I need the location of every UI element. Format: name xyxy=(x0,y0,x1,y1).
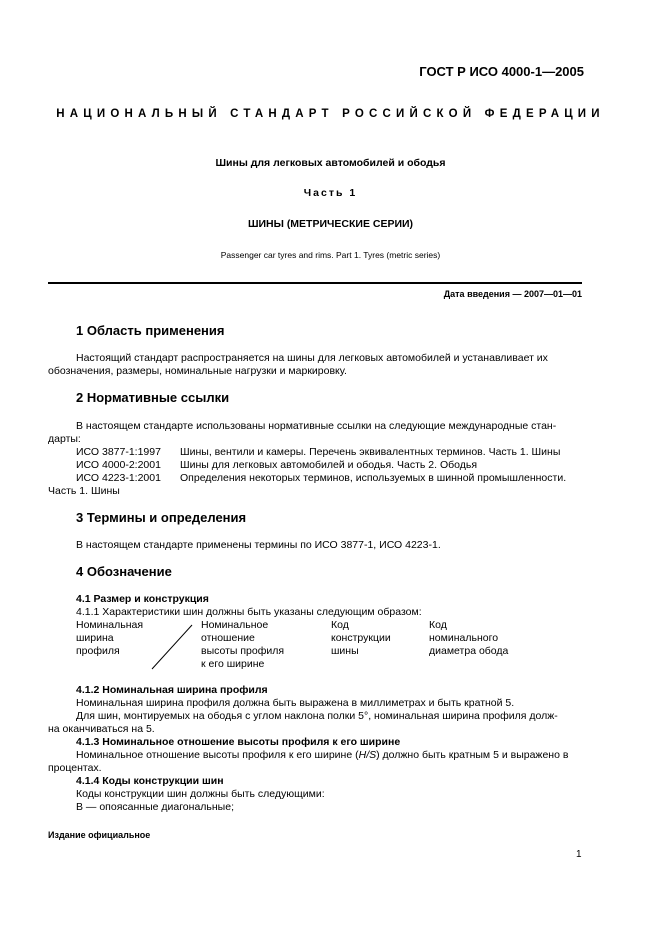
subsection-4-1-3-line2: процентах. xyxy=(48,762,102,774)
reference-item xyxy=(76,472,566,485)
section-2-intro-line2: дарты: xyxy=(48,433,81,445)
subsection-4-1-2-line1: Номинальная ширина профиля должна быть выражена в миллиметрах и быть кратной 5. xyxy=(76,697,515,709)
reference-title: Шины для легковых автомобилей и ободья. Часть 2. Ободья xyxy=(180,459,478,471)
section-2-heading: 2 Нормативные ссылки xyxy=(76,390,230,405)
designation-col4-line3: диаметра обода xyxy=(429,645,509,657)
reference-title: Шины, вентили и камеры. Перечень эквивалентных терминов. Часть 1. Шины xyxy=(180,446,561,458)
text-run: ) должно быть кратным 5 и выражено в xyxy=(376,749,569,761)
hs-ratio-symbol: H/S xyxy=(358,749,377,761)
designation-col2-line2: отношение xyxy=(201,632,255,644)
designation-col3-line3: шины xyxy=(331,645,359,657)
separator-slash xyxy=(150,623,194,671)
designation-col3-line2: конструкции xyxy=(331,632,391,644)
designation-col2-line3: высоты профиля xyxy=(201,645,285,657)
reference-item xyxy=(76,446,560,459)
reference-code: ИСО 3877-1:1997 xyxy=(76,446,161,458)
designation-col3-line1: Код xyxy=(331,619,349,631)
national-standard-banner: НАЦИОНАЛЬНЫЙ СТАНДАРТ РОССИЙСКОЙ ФЕДЕРАЦИИ xyxy=(56,108,605,120)
subsection-4-1-4-heading: 4.1.4 Коды конструкции шин xyxy=(76,775,224,787)
section-1-text: Настоящий стандарт распространяется на шины для легковых автомобилей и устанавливает их обозначения, размеры, номинальные нагрузки и маркировку. xyxy=(48,352,548,377)
introduction-date: Дата введения — 2007—01—01 xyxy=(443,289,582,299)
section-4-heading: 4 Обозначение xyxy=(76,564,172,579)
edition-note: Издание официальное xyxy=(48,830,151,840)
designation-col1-line1: Номинальная xyxy=(76,619,144,631)
title-divider xyxy=(48,282,582,284)
subsection-4-1-1-text: 4.1.1 Характеристики шин должны быть указаны следующим образом: xyxy=(76,606,422,618)
text-run: Номинальное отношение высоты профиля к его ширине ( xyxy=(76,749,359,761)
designation-col4-line1: Код xyxy=(429,619,447,631)
section-3-heading: 3 Термины и определения xyxy=(76,510,247,525)
subsection-4-1-3-heading: 4.1.3 Номинальное отношение высоты профиля к его ширине xyxy=(76,736,401,748)
reference-title: Определения некоторых терминов, используемых в шинной промышленности. xyxy=(180,472,567,484)
document-subtitle: ШИНЫ (МЕТРИЧЕСКИЕ СЕРИИ) xyxy=(247,218,414,230)
reference-code: ИСО 4223-1:2001 xyxy=(76,472,161,484)
designation-col2-line1: Номинальное xyxy=(201,619,269,631)
subsection-4-1-heading: 4.1 Размер и конструкция xyxy=(76,593,209,605)
standard-number: ГОСТ Р ИСО 4000-1—2005 xyxy=(419,64,584,79)
section-2-intro-line1: В настоящем стандарте использованы нормативные ссылки на следующие международные стан- xyxy=(76,420,557,432)
reference-item xyxy=(76,459,477,472)
subsection-4-1-4-line2: В — опоясанные диагональные; xyxy=(76,801,234,813)
designation-col1-line3: профиля xyxy=(76,645,120,657)
reference-code: ИСО 4000-2:2001 xyxy=(76,459,161,471)
designation-col1-line2: ширина xyxy=(76,632,114,644)
designation-col4-line2: номинального xyxy=(429,632,499,644)
document-part: Часть 1 xyxy=(303,187,358,199)
subsection-4-1-2-heading: 4.1.2 Номинальная ширина профиля xyxy=(76,684,268,696)
subsection-4-1-2-line3: на оканчиваться на 5. xyxy=(48,723,155,735)
subsection-4-1-2-line2: Для шин, монтируемых на ободья с углом наклона полки 5°, номинальная ширина профиля долж- xyxy=(76,710,558,722)
section-3-text: В настоящем стандарте применены термины по ИСО 3877-1, ИСО 4223-1. xyxy=(76,539,441,551)
subsection-4-1-3-line1 xyxy=(76,749,568,762)
english-title: Passenger car tyres and rims. Part 1. Tyres (metric series) xyxy=(220,250,441,260)
page-number: 1 xyxy=(576,849,582,860)
subsection-4-1-4-line1: Коды конструкции шин должны быть следующими: xyxy=(76,788,325,800)
reference-continuation: Часть 1. Шины xyxy=(48,485,120,497)
document-title: Шины для легковых автомобилей и ободья xyxy=(215,157,446,169)
designation-col2-line4: к его ширине xyxy=(201,658,265,670)
section-1-heading: 1 Область применения xyxy=(76,323,225,338)
